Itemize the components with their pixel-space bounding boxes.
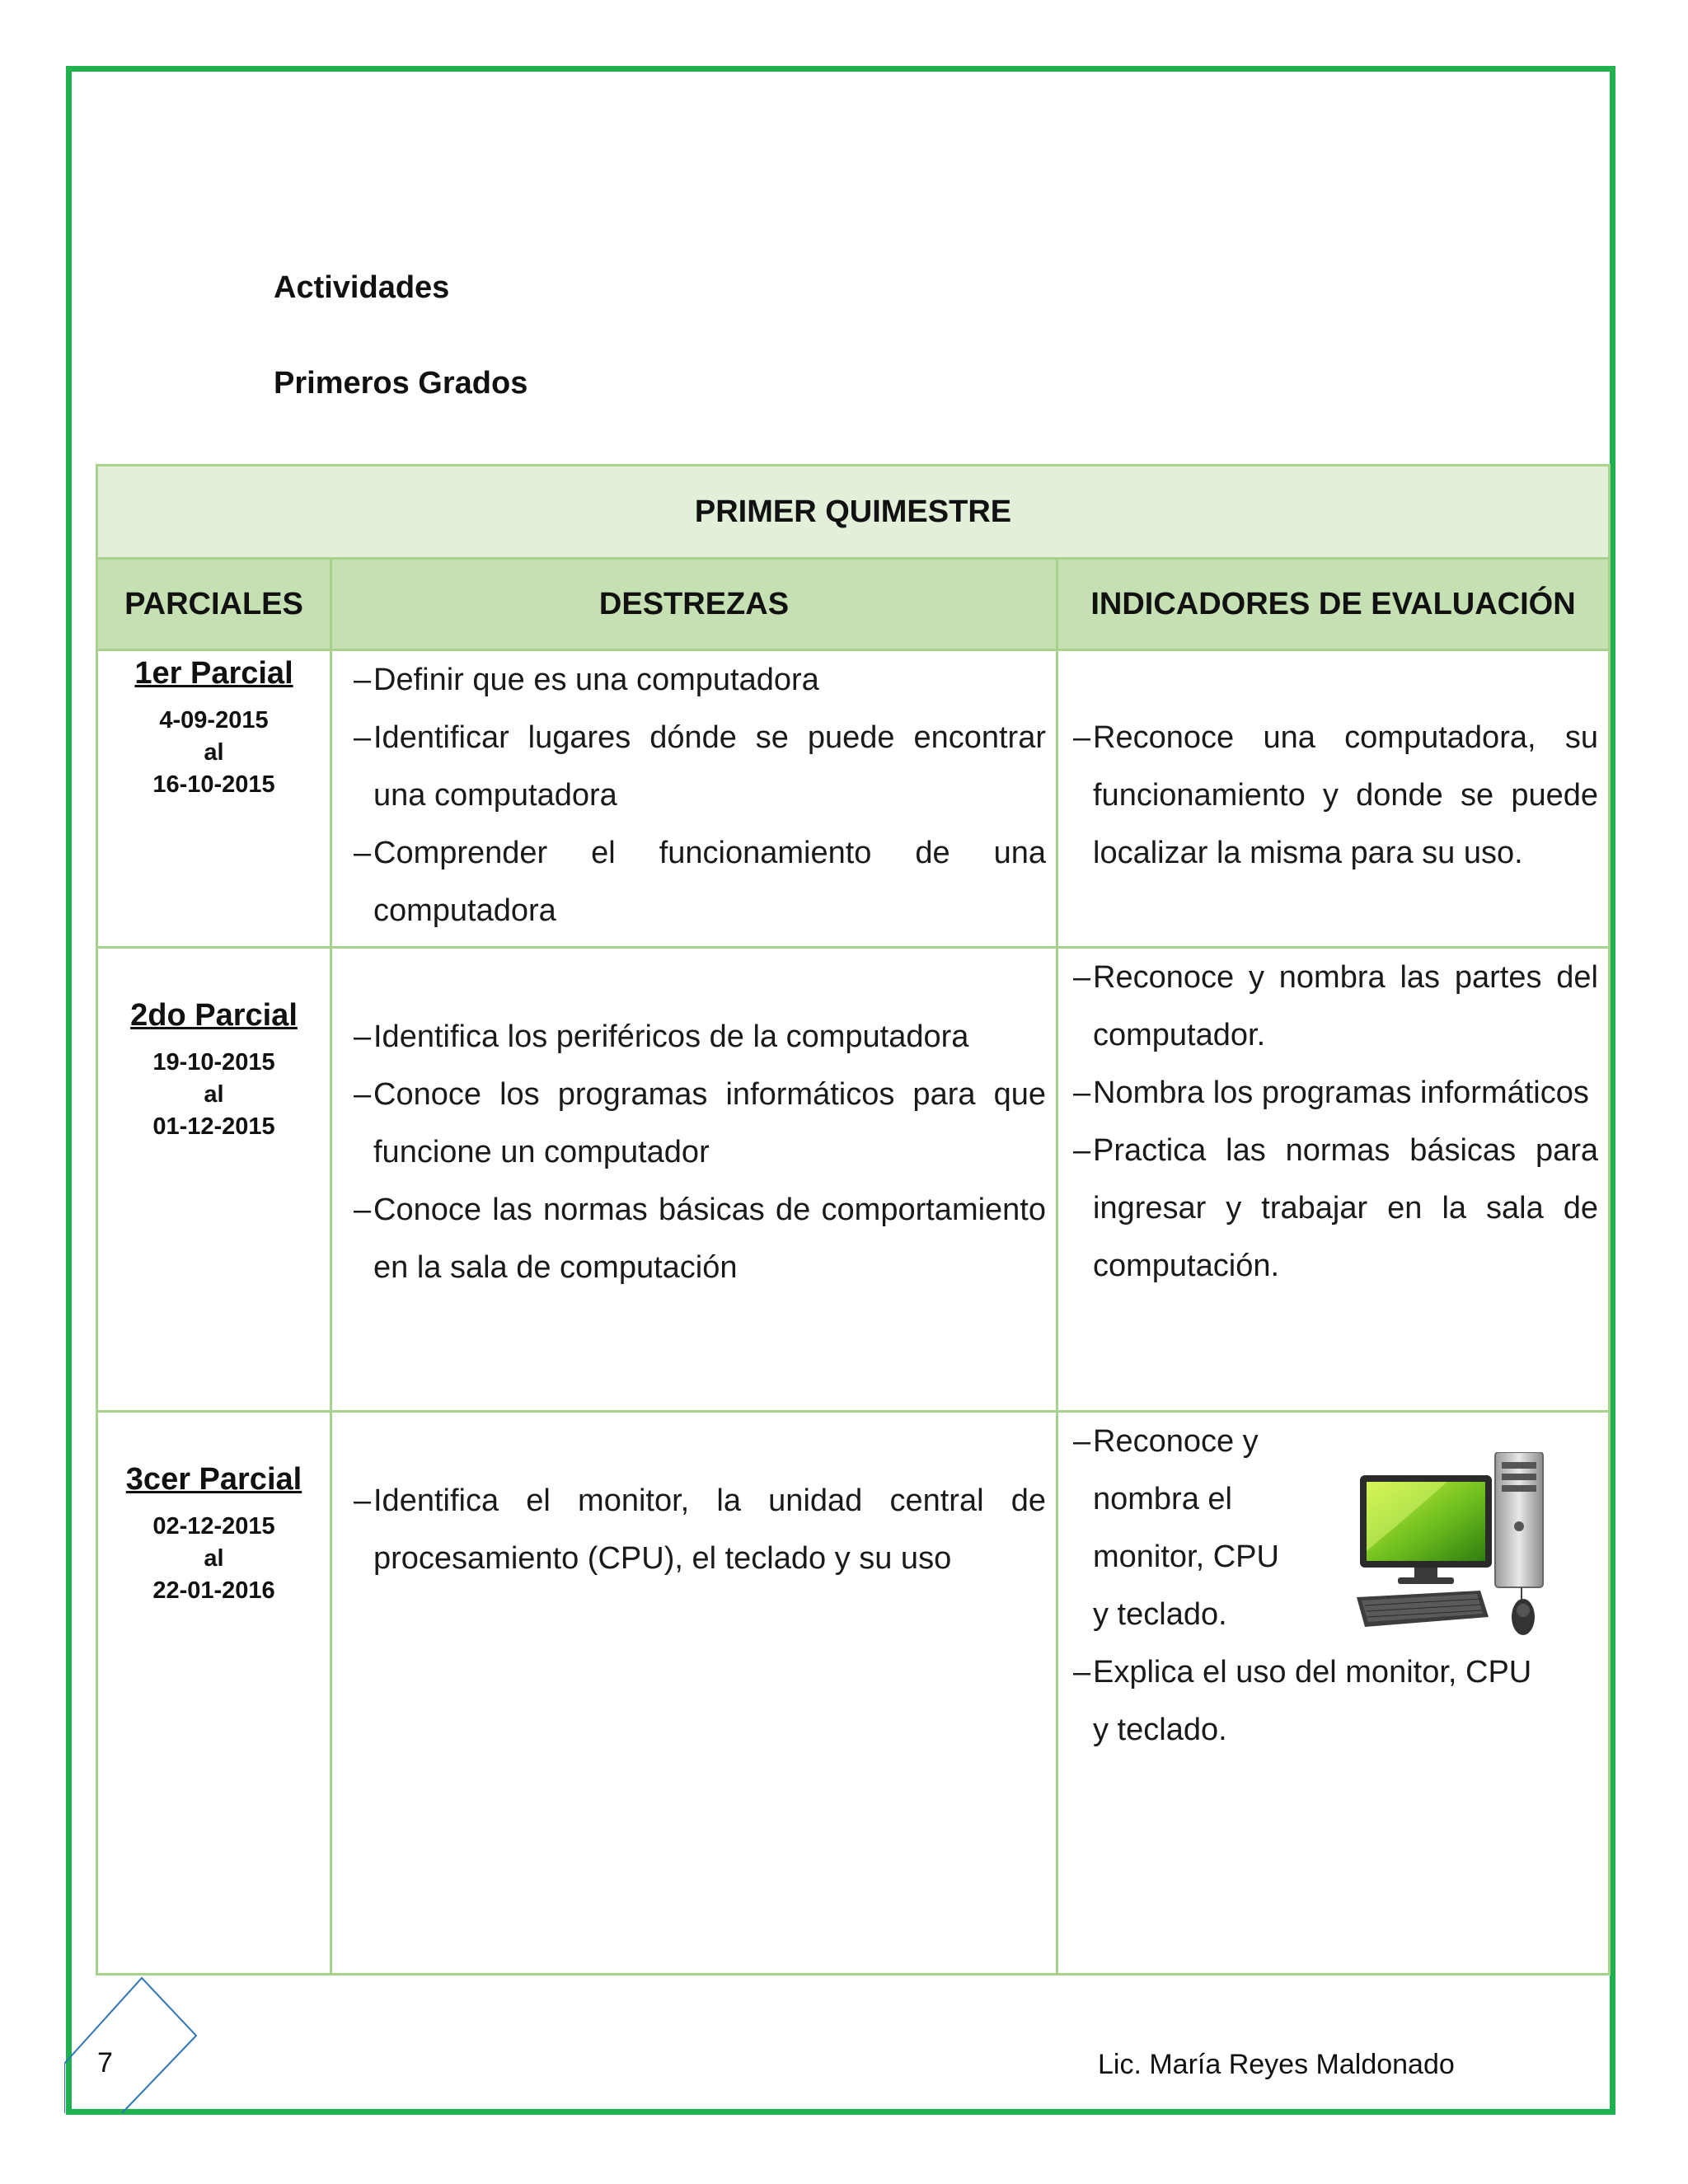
list-item: – Identifica el monitor, la unidad central de procesamiento (CPU), el teclado y su uso — [354, 1472, 1046, 1587]
date-end: 22-01-2016 — [152, 1577, 275, 1604]
date-separator: al — [204, 1545, 224, 1572]
indicadores-cell — [1057, 650, 1610, 948]
parcial-cell — [97, 948, 331, 1412]
parcial-title: 1er Parcial — [134, 656, 293, 691]
list-item: – Reconoce y nombra el monitor, CPU y teclado. — [1073, 1413, 1299, 1643]
table-header-row — [97, 559, 1610, 650]
desktop-computer-icon — [1357, 1452, 1559, 1640]
schedule-table — [96, 464, 1611, 1975]
date-start: 19-10-2015 — [152, 1049, 275, 1076]
date-start: 4-09-2015 — [159, 707, 269, 733]
list-item: – Comprender el funcionamiento de una computadora — [354, 824, 1046, 940]
parcial-dates — [98, 1047, 330, 1143]
header-destrezas: DESTREZAS — [331, 559, 1057, 650]
table-row — [97, 948, 1610, 1412]
footer-author: Lic. María Reyes Maldonado — [1098, 2049, 1455, 2080]
section-heading: Actividades — [274, 270, 450, 305]
list-item: – Identifica los periféricos de la computadora — [354, 1008, 1046, 1066]
destrezas-cell — [331, 948, 1057, 1412]
date-separator: al — [204, 739, 224, 766]
date-separator: al — [204, 1081, 224, 1108]
header-parciales: PARCIALES — [97, 559, 331, 650]
date-start: 02-12-2015 — [152, 1513, 275, 1540]
list-item: – Definir que es una computadora — [354, 651, 1046, 709]
list-item: – Conoce los programas informáticos para que funcione un computador — [354, 1066, 1046, 1181]
parcial-title: 3cer Parcial — [125, 1462, 302, 1497]
list-item: – Explica el uso del monitor, CPU y teclado. — [1073, 1643, 1538, 1759]
list-item: – Nombra los programas informáticos — [1073, 1064, 1598, 1122]
destrezas-cell — [331, 1412, 1057, 1975]
list-item: – Reconoce y nombra las partes del computador. — [1073, 949, 1598, 1064]
indicadores-cell — [1057, 948, 1610, 1412]
destrezas-cell — [331, 650, 1057, 948]
parcial-dates — [98, 705, 330, 801]
table-title: PRIMER QUIMESTRE — [97, 466, 1610, 559]
table-row — [97, 650, 1610, 948]
list-item: – Identificar lugares dónde se puede encontrar una computadora — [354, 709, 1046, 824]
parcial-dates — [98, 1511, 330, 1607]
date-end: 01-12-2015 — [152, 1113, 275, 1140]
parcial-cell — [97, 650, 331, 948]
header-indicadores: INDICADORES DE EVALUACIÓN — [1057, 559, 1610, 650]
date-end: 16-10-2015 — [152, 771, 275, 798]
list-item: – Practica las normas básicas para ingresar y trabajar en la sala de computación. — [1073, 1122, 1598, 1295]
corner-decoration — [64, 1973, 204, 2113]
list-item: – Conoce las normas básicas de comportamiento en la sala de computación — [354, 1181, 1046, 1296]
list-item: – Reconoce una computadora, su funcionamiento y donde se puede localizar la misma para su uso. — [1073, 709, 1598, 882]
parcial-title: 2do Parcial — [130, 998, 298, 1033]
table-title-row — [97, 466, 1610, 559]
parcial-cell — [97, 1412, 331, 1975]
section-subheading: Primeros Grados — [274, 366, 528, 401]
page-number: 7 — [97, 2047, 113, 2079]
